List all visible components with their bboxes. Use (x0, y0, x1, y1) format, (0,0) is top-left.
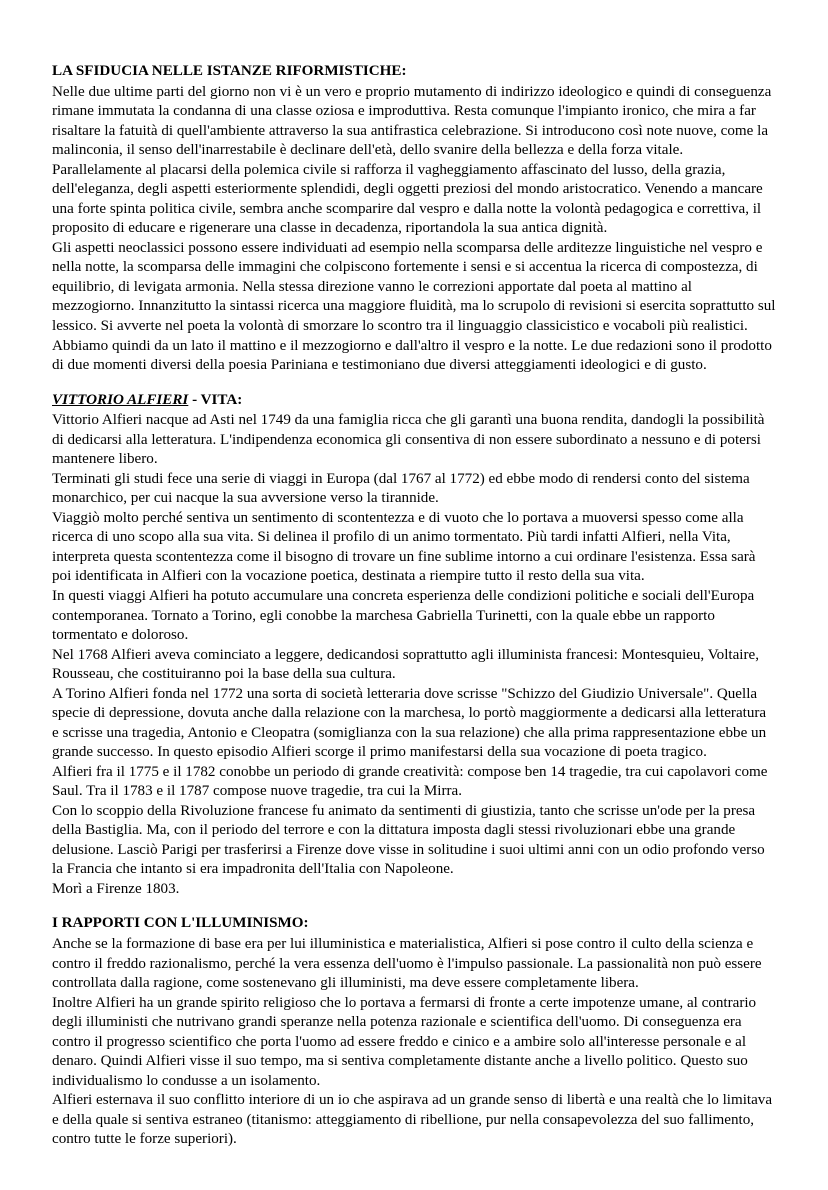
document-section-rapporti-illuminismo (52, 914, 776, 1149)
section-heading-vittorio-alfieri (52, 391, 776, 411)
paragraph: Morì a Firenze 1803. (52, 880, 180, 897)
paragraph: Viaggiò molto perché sentiva un sentimento di scontentezza e di vuoto che lo portava a muoversi spesso come alla ricerca di uno scopo alla sua vita. Si delinea il profilo di un animo tormentato. Più tardi infatti Alfieri, nella Vita, interpreta questa scontentezza come il bisogno di trovare un fine sublime intorno a cui ordinare l'esistenza. Essa sarà poi identificata in Alfieri con la vocazione poetica, destinata a riempire tutto il resto della sua vita. (52, 509, 756, 585)
paragraph: Terminati gli studi fece una serie di viaggi in Europa (dal 1767 al 1772) ed ebbe modo di rendersi conto del sistema monarchico, per cui nacque la sua avversione verso la tirannide. (52, 470, 750, 507)
paragraph: Alfieri esternava il suo conflitto interiore di un io che aspirava ad un grande senso di libertà e una realtà che lo limitava e della quale si sentiva estraneo (titanismo: atteggiamento di ribellione, pur nella consapevolezza del suo fallimento, contro tutte le forze superiori). (52, 1092, 773, 1148)
paragraph: Gli aspetti neoclassici possono essere individuati ad esempio nella scomparsa delle arditezze linguistiche nel vespro e nella notte, la scomparsa delle immagini che colpiscono fortemente i sensi e si accentua la ricerca di compostezza, di equilibrio, di levigata armonia. Nella stessa direzione vanno le correzioni apportate dal poeta al mattino al mezzogiorno. Innanzitutto la sintassi ricerca una maggiore fluidità, ma lo scrupolo di revisioni si esercita soprattutto sul lessico. Si avverte nel poeta la volontà di smorzare lo scontro tra il linguaggio classicistico e vocaboli più realistici. Abbiamo quindi da un lato il mattino e il mezzogiorno e dall'altro il vespro e la notte. Le due redazioni sono il prodotto di due momenti diversi della poesia Pariniana e testimoniano due diversi atteggiamenti ideologici e di gusto. (52, 239, 776, 374)
section-heading-emphasis: VITTORIO ALFIERI (52, 391, 189, 408)
section-heading-sfiducia: LA SFIDUCIA NELLE ISTANZE RIFORMISTICHE: (52, 63, 407, 79)
section-spacer (52, 899, 776, 914)
paragraph: Vittorio Alfieri nacque ad Asti nel 1749 da una famiglia ricca che gli garantì una buona rendita, dandogli la possibilità di dedicarsi alla letteratura. L'indipendenza economica gli consentiva di non essere subordinato a nessuno e di potersi mantenere libero. (52, 412, 765, 468)
section-heading-rapporti-illuminismo: I RAPPORTI CON L'ILLUMINISMO: (52, 915, 309, 932)
section-heading-suffix: - VITA: (188, 391, 243, 408)
document-section-vittorio-alfieri (52, 391, 776, 900)
document-section-sfiducia (52, 62, 776, 376)
paragraph: Nel 1768 Alfieri aveva cominciato a leggere, dedicandosi soprattutto agli illuminista francesi: Montesquieu, Voltaire, Rousseau, che costituiranno poi la base della sua cultura. (52, 646, 759, 683)
paragraph: Nelle due ultime parti del giorno non vi è un vero e proprio mutamento di indirizzo ideologico e quindi di conseguenza rimane immutata la condanna di una classe oziosa e improduttiva. Resta comunque l'impianto ironico, che mira a far risaltare la fatuità di quell'ambiente attraverso la sua antifrastica celebrazione. Si introducono così note nuove, come la malinconia, il senso dell'inarrestabile è declinare dell'età, dello svanire della bellezza e della forza vitale. (52, 83, 772, 159)
paragraph: Inoltre Alfieri ha un grande spirito religioso che lo portava a fermarsi di fronte a certe impotenze umane, al contrario degli illuministi che nutrivano grandi speranze nella potenza razionale e scientifica dell'uomo. Di conseguenza era contro il progresso scientifico che porta l'uomo ad essere freddo e cinico e a ambire solo all'interesse personale e al denaro. Quindi Alfieri visse il suo tempo, ma si sentiva completamente distante anche a livello politico. Questo suo individualismo lo condusse a un isolamento. (52, 994, 757, 1089)
paragraph: Con lo scoppio della Rivoluzione francese fu animato da sentimenti di giustizia, tanto che scrisse un'ode per la presa della Bastiglia. Ma, con il periodo del terrore e con la dittatura imposta dagli stessi rivoluzionari ebbe una grande delusione. Lasciò Parigi per trasferirsi a Firenze dove visse in solitudine i suoi ultimi anni con un odio profondo verso la Francia che intanto si era impadronita dell'Italia con Napoleone. (52, 802, 765, 878)
section-spacer (52, 376, 776, 391)
paragraph: A Torino Alfieri fonda nel 1772 una sorta di società letteraria dove scrisse "Schizzo del Giudizio Universale". Quella specie di depressione, dovuta anche dalla relazione con la marchesa, lo portò maggiormente a dedicarsi alla letteratura e scrisse una tragedia, Antonio e Cleopatra (somiglianza con la sua relazione) che alla prima rappresentazione ebbe un grande successo. In questo episodio Alfieri scorge il primo manifestarsi della sua vocazione di poeta tragico. (52, 685, 767, 761)
paragraph: Alfieri fra il 1775 e il 1782 conobbe un periodo di grande creatività: compose ben 14 tragedie, tra cui capolavori come Saul. Tra il 1783 e il 1787 compose nuove tragedie, tra cui la Mirra. (52, 763, 768, 800)
paragraph: In questi viaggi Alfieri ha potuto accumulare una concreta esperienza delle condizioni politiche e sociali dell'Europa contemporanea. Tornato a Torino, egli conobbe la marchesa Gabriella Turinetti, con la quale ebbe un rapporto tormentato e doloroso. (52, 587, 755, 644)
paragraph: Parallelamente al placarsi della polemica civile si rafforza il vagheggiamento affascinato del lusso, della grazia, dell'eleganza, degli aspetti esteriormente splendidi, degli oggetti preziosi del mondo aristocratico. Venendo a mancare una forte spinta politica civile, sembra anche scomparire dal vespro e dalla notte la volontà pedagogica e correttiva, il proposito di educare e rigenerare una classe in decadenza, riportandola la sua antica dignità. (52, 161, 763, 237)
paragraph: Anche se la formazione di base era per lui illuministica e materialistica, Alfieri si pose contro il culto della scienza e contro il freddo razionalismo, perché la vera essenza dell'uomo è l'impulso passionale. La passionalità non può essere controllata dalla ragione, come sostenevano gli illuministi, ma deve essere completamente libera. (52, 936, 762, 992)
